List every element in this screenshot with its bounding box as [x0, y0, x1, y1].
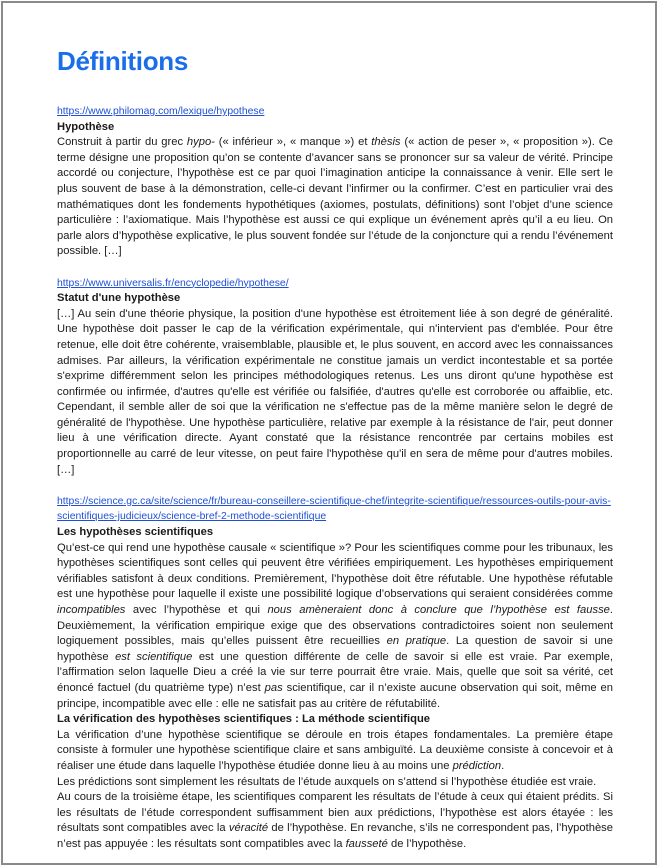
document-content [57, 43, 613, 853]
section-paragraph: Construit à partir du grec hypo- (« inférieur », « manque ») et thèsis (« action de peser », « proposition »). Ce terme désigne une proposition qu’on se contente d’avancer sans se prononcer sur sa valeur de vérité. Principe accordé ou conjecture, l’hypothèse est ce par quoi l’imagination anticipe la connaissance à venir. Elle sert le plus souvent de base à la démonstration, celle-ci devant l’infirmer ou la confirmer. C’est en particulier vrai des mathématiques dont les fondements hypothétiques (axiomes, postulats, définitions) sont l’objet d’une science particulière : l’axiomatique. Mais l’hypothèse est aussi ce qui explique un événement après qu’il a eu lieu. On parle alors d’hypothèse explicative, le plus souvent fondée sur l’étude de la conjoncture qui a rendu l’événement possible. […] [57, 136, 613, 258]
section-paragraph: Qu’est-ce qui rend une hypothèse causale « scientifique »? Pour les scientifiques comme pour les tribunaux, les hypothèses scientifiques sont celles qui peuvent être vérifiées empiriquement. Les hypothèses empiriquement vérifiables satisfont à deux conditions. Premièrement, l’hypothèse doit être réfutable. Une hypothèse réfutable est une hypothèse pour laquelle il existe une possibilité logique d’observations qui seraient considérées comme incompatibles avec l’hypothèse et qui nous amèneraient donc à conclure que l’hypothèse est fausse. Deuxièmement, la vérification empirique exige que des observations contradictoires soient non seulement logiquement possibles, mais qu’elles puissent être recueillies en pratique. La question de savoir si une hypothèse est scientifique est une question différente de celle de savoir si elle est vraie. Par exemple, l’affirmation selon laquelle Dieu a créé la vie sur terre pourrait être vraie. Mais, quelle que soit sa vérité, cet énoncé factuel (du quatrième type) n’est pas scientifique, car il n’existe aucune observation qui soit, même en principe, incompatible avec elle : elle ne satisfait pas au critère de réfutabilité. [57, 541, 614, 710]
section-paragraph: La vérification d’une hypothèse scientifique se déroule en trois étapes fondamentales. La première étape consiste à formuler une hypothèse scientifique claire et sans ambiguïté. La deuxième consiste à concevoir et à réaliser une étude dans laquelle l’hypothèse étudiée donne lieu à au moins une prédiction. [57, 728, 613, 772]
section-paragraph: Les prédictions sont simplement les résultats de l’étude auxquels on s’attend si l’hypothèse étudiée est vraie. [57, 775, 597, 788]
section-heading-statut: Statut d'une hypothèse [57, 292, 181, 305]
source-link-universalis[interactable]: https://www.universalis.fr/encyclopedie/hypothese/ [57, 277, 289, 289]
section-subheading-methode: La vérification des hypothèses scientifiques : La méthode scientifique [57, 713, 431, 726]
section-heading-hypothese: Hypothèse [57, 120, 115, 133]
section-heading-hypotheses-scientifiques: Les hypothèses scientifiques [57, 526, 214, 539]
section-paragraph: […] Au sein d'une théorie physique, la position d'une hypothèse est étroitement liée à son degré de généralité. Une hypothèse doit passer le cap de la vérification expérimentale, qui n'intervient pas d'emblée. Pour être retenue, elle doit être cohérente, vraisemblable, plausible et, le plus souvent, en accord avec les connaissances admises. Par ailleurs, la vérification expérimentale ne constitue jamais un verdict incontestable et sa portée s'exprime différemment selon les principes méthodologiques retenus. Les uns diront qu'une hypothèse est confirmée ou infirmée, d'autres qu'elle est vérifiée ou falsifiée, d'autres qu'elle est corroborée ou affaiblie, etc. Cependant, il semble aller de soi que la vérification ne s'effectue pas de la même manière selon le degré de généralité de l'hypothèse. Une hypothèse particulière, relative par exemple à la résistance de l'air, peut donner lieu à une vérification directe. Ayant constaté que la résistance rencontrée par certains mobiles est proportionnelle au carré de leur vitesse, on peut faire l'hypothèse qu'il en sera de même pour d'autres mobiles. […] [57, 307, 613, 476]
section-paragraph: Au cours de la troisième étape, les scientifiques comparent les résultats de l’étude à ceux qui étaient prédits. Si les résultats de l’étude correspondent suffisamment bien aux prédictions, l’hypothèse est alors étayée : les résultats sont compatibles avec la véracité de l’hypothèse. En revanche, s’ils ne correspondent pas, l’hypothèse n’est pas appuyée : les résultats sont compatibles avec la fausseté de l’hypothèse. [57, 791, 613, 850]
source-link-philomag[interactable]: https://www.philomag.com/lexique/hypothese [57, 106, 265, 117]
document-page [1, 1, 657, 865]
source-link-science-gc[interactable]: https://science.gc.ca/site/science/fr/bureau-conseillere-scientifique-chef/integrite-scientifique/ressources-outils-pour-avis-scientifiques-judicieux/science-bref-2-methode-scientifique [57, 495, 611, 523]
page-title: Définitions [57, 46, 189, 76]
